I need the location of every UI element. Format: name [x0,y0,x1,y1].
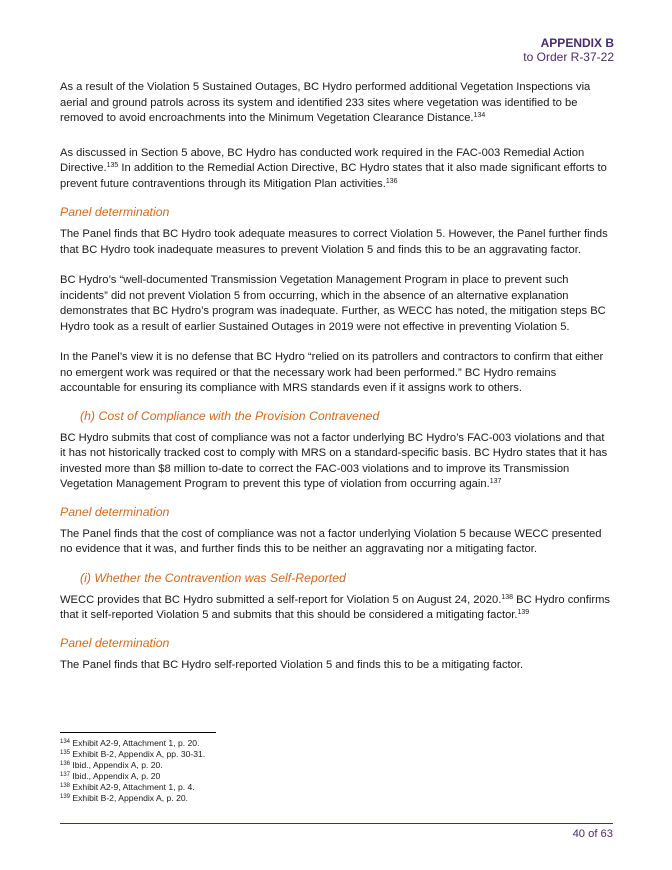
footnotes [60,738,460,804]
subsection-heading: (h) Cost of Compliance with the Provision Contravened [80,408,380,423]
footnote: $^{135}$ Exhibit B-2, Appendix A, pp. 30-31. [60,749,206,759]
footnote-ref[interactable]: 136 [385,177,398,185]
paragraph: BC Hydro submits that cost of compliance was not a factor underlying BC Hydro’s FAC-003 violations and that it has not historically tracked cost to comply with MRS on a standard-specific basis. BC Hydro states that it has invested more than $8 million to-date to correct the FAC-003 violations and to improve its Transmission Vegetation Management Program to prevent this type of violation from occurring again.$^{137}$ [60,431,608,490]
footnote-ref[interactable]: 139 [517,609,530,616]
footnote: $^{138}$ Exhibit A2-9, Attachment 1, p. 4. [60,782,195,792]
section-heading: Panel determination [60,504,170,519]
document-body [60,80,612,673]
footer-divider [60,823,613,824]
paragraph: In the Panel’s view it is no defense that BC Hydro “relied on its patrollers and contractors to confirm that either no emergent work was required or that the necessary work had been performed.” BC Hydro remains accountable for ensuring its compliance with MRS standards even if it assigns work to others. [60,351,604,394]
footnote-ref[interactable]: 134 [473,112,486,119]
footnote-ref[interactable]: 138 [501,593,513,601]
section-heading: Panel determination [60,635,170,650]
order-number: to Order R-37-22 [523,50,614,64]
page-number: 40 of 63 [572,828,613,840]
page-header [523,36,614,65]
paragraph: BC Hydro’s “well-documented Transmission Vegetation Management Program in place to prevent such incidents” did not prevent Violation 5 from occurring, which in the absence of an alternative explanation demonstrates that BC Hydro’s program was inadequate. Further, as WECC has noted, the mitigation steps BC Hydro took as a result of earlier Sustained Outages in 2019 were not effective in preventing Violation 5. [60,274,606,333]
paragraph: The Panel finds that BC Hydro self-reported Violation 5 and finds this to be a mitigating factor. [60,658,524,671]
section-heading: Panel determination [60,205,170,219]
footnote-divider [60,732,216,733]
footnote: $^{137}$ Ibid., Appendix A, p. 20 [60,771,161,781]
paragraph: WECC provides that BC Hydro submitted a self-report for Violation 5 on August 24, 2020.$^{138}$ BC Hydro confirms that it self-reported Violation 5 and submits that this should be considered a mitigating factor.$^{139}$ [60,593,610,621]
paragraph: As discussed in Section 5 above, BC Hydro has conducted work required in the FAC-003 Remedial Action Directive.$^{135}$ In addition to the Remedial Action Directive, BC Hydro states that it also made significant efforts to prevent future contraventions through its Mitigation Plan activities.$^{136}$ [60,146,607,190]
paragraph: The Panel finds that BC Hydro took adequate measures to correct Violation 5. However, the Panel further finds that BC Hydro took inadequate measures to prevent Violation 5 and finds this to be an aggravating factor. [60,228,608,256]
footnote: $^{134}$ Exhibit A2-9, Attachment 1, p. 20. [60,738,200,748]
subsection-heading: (i) Whether the Contravention was Self-Reported [80,570,346,585]
footnote-ref[interactable]: 137 [489,478,502,485]
appendix-label: APPENDIX B [540,36,614,50]
footnote: $^{136}$ Ibid., Appendix A, p. 20. [60,760,163,770]
footnote-ref[interactable]: 135 [106,162,119,169]
paragraph: As a result of the Violation 5 Sustained Outages, BC Hydro performed additional Vegetation Inspections via aerial and ground patrols across its system and identified 233 sites where vegetation was identified to be removed to avoid encroachments into the Minimum Vegetation Clearance Distance.$^{134}$ [60,81,591,124]
paragraph: The Panel finds that the cost of compliance was not a factor underlying Violation 5 because WECC presented no evidence that it was, and further finds this to be neither an aggravating nor a mitigating factor. [60,527,602,555]
footnote: $^{139}$ Exhibit B-2, Appendix A, p. 20. [60,793,189,803]
